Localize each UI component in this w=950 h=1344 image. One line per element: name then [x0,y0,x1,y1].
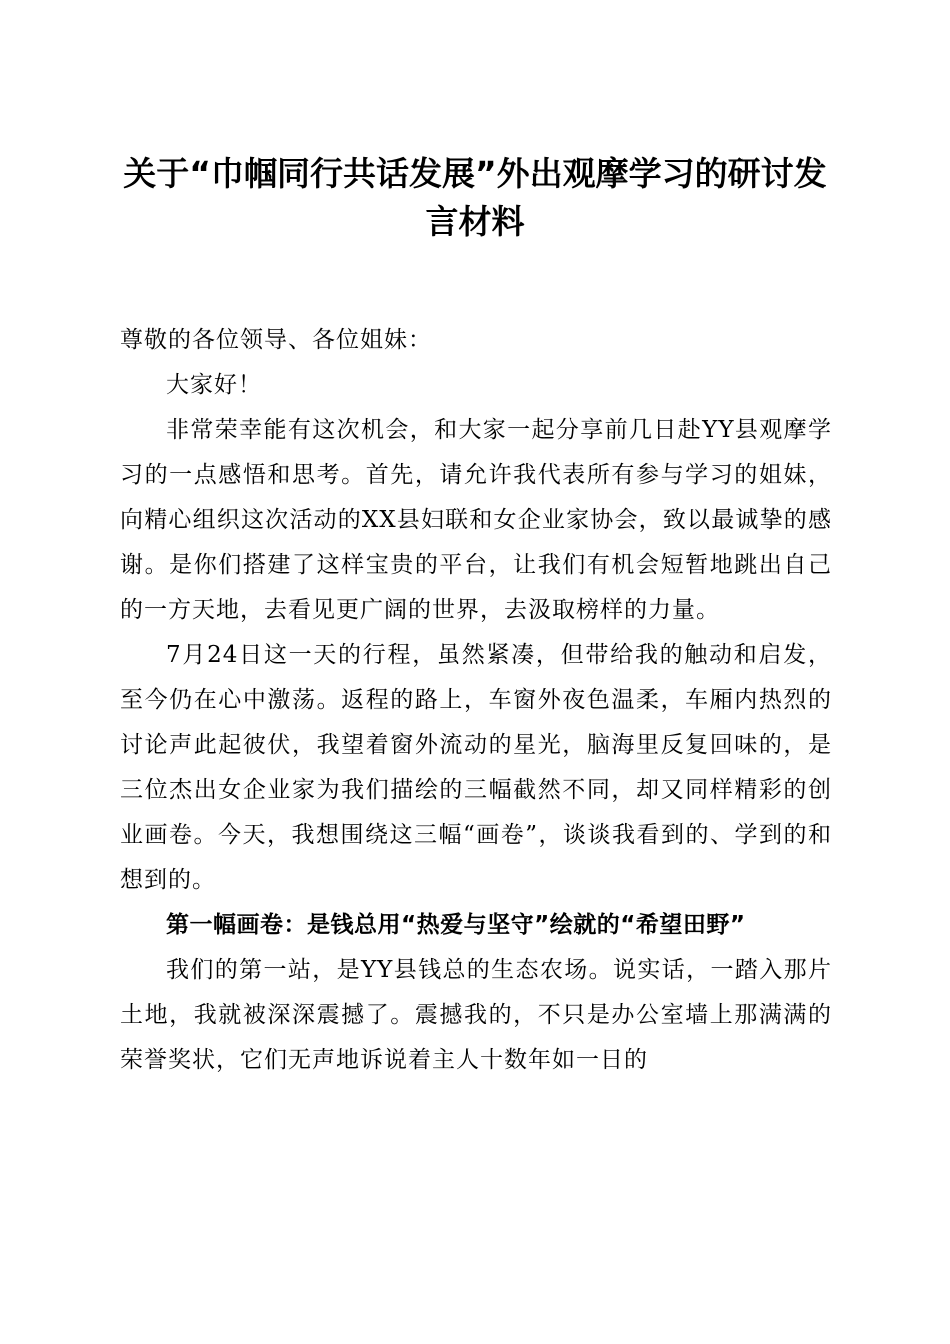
document-body [120,318,832,1083]
greeting: 大家好！ [166,372,262,398]
document-title: 关于“巾帼同行共话发展”外出观摩学习的研讨发言材料 [123,154,827,241]
paragraph: 非常荣幸能有这次机会，和大家一起分享前几日赴YY县观摩学习的一点感悟和思考。首先，请允许我代表所有参与学习的姐妹，向精心组织这次活动的XX县妇联和女企业家协会，致以最诚挚的感谢。是你们搭建了这样宝贵的平台，让我们有机会短暂地跳出自己的一方天地，去看见更广阔的世界，去汲取榜样的力量。 [120,417,832,623]
section-heading: 第一幅画卷：是钱总用“热爱与坚守”绘就的“希望田野” [166,912,746,938]
paragraph: 7月24日这一天的行程，虽然紧凑，但带给我的触动和启发，至今仍在心中激荡。返程的路上，车窗外夜色温柔，车厢内热烈的讨论声此起彼伏，我望着窗外流动的星光，脑海里反复回味的，是三位杰出女企业家为我们描绘的三幅截然不同，却又同样精彩的创业画卷。今天，我想围绕这三幅“画卷”，谈谈我看到的、学到的和想到的。 [120,642,832,893]
salutation: 尊敬的各位领导、各位姐妹： [120,327,432,353]
section-paragraph: 我们的第一站，是YY县钱总的生态农场。说实话，一踏入那片土地，我就被深深震撼了。震撼我的，不只是办公室墙上那满满的荣誉奖状，它们无声地诉说着主人十数年如一日的 [120,957,832,1073]
